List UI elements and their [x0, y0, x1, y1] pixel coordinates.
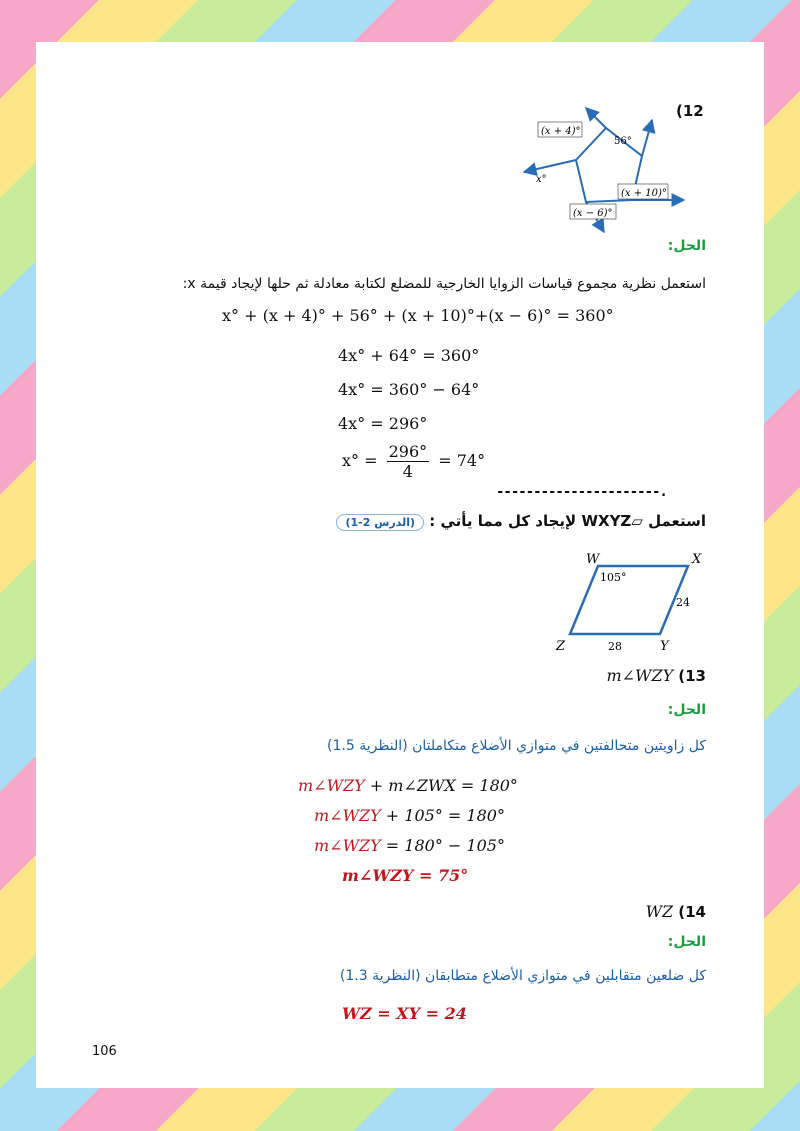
question-14: [646, 902, 706, 921]
angle-label-x-minus-6: (x − 6)°: [573, 208, 613, 219]
q13-line-3-highlight: m∠WZY: [314, 836, 381, 855]
angle-label-x-plus-10: (x + 10)°: [621, 188, 667, 199]
q12-equation: x° + (x + 4)° + 56° + (x + 10)°+(x − 6)° = 360°: [222, 306, 614, 325]
angle-label-56: 56°: [614, 136, 632, 147]
q13-line-1-highlight: m∠WZY: [298, 776, 365, 795]
q13-answer: m∠WZY = 75°: [342, 866, 469, 885]
vertex-y: Y: [660, 639, 669, 654]
pentagon-figure: [514, 100, 694, 240]
q14-solution-label: الحل:: [667, 934, 706, 950]
angle-label-x-plus-4: (x + 4)°: [541, 126, 581, 137]
fraction: [387, 442, 430, 481]
q12-step-4-lhs: x° =: [342, 451, 378, 470]
q13-reason: كل زاويتين متحالفتين في متوازي الأضلاع متكاملتان (النظرية 1.5): [327, 738, 706, 754]
q13-line-1-rest: + m∠ZWX = 180°: [364, 776, 518, 795]
vertex-z: Z: [556, 639, 566, 654]
fraction-denominator: 4: [402, 462, 413, 481]
worksheet-page: [36, 42, 764, 1088]
q14-number: (14: [678, 903, 706, 921]
lesson-badge: (الدرس 2-1): [336, 514, 424, 531]
page-number: 106: [92, 1044, 117, 1059]
section-divider: ----------------------.: [496, 484, 667, 500]
angle-label-105: 105°: [600, 571, 627, 584]
q13-question: m∠WZY: [606, 666, 674, 685]
q12-step-4-rhs: = 74°: [438, 451, 486, 470]
q12-instruction: استعمل نظرية مجموع قياسات الزوايا الخارجية للمضلع لكتابة معادلة ثم حلها لإيجاد قيمة x:: [182, 276, 706, 292]
q13-line-3-rest: = 180° − 105°: [380, 836, 505, 855]
question-13: [606, 666, 706, 685]
q13-line-2: [314, 806, 505, 825]
section-intro: [286, 512, 706, 531]
parallelogram-figure: [550, 548, 710, 654]
q14-answer: WZ = XY = 24: [342, 1004, 467, 1023]
q14-question: WZ: [645, 902, 674, 921]
q12-solution-label: الحل:: [667, 238, 706, 254]
fraction-numerator: 296°: [388, 442, 428, 461]
q14-reason: كل ضلعين متقابلين في متوازي الأضلاع متطابقان (النظرية 1.3): [339, 968, 706, 984]
q12-step-3: 4x° = 296°: [338, 414, 428, 433]
q13-number: (13: [678, 667, 706, 685]
q13-solution-label: الحل:: [667, 702, 706, 718]
question-12-number: (12: [676, 102, 704, 120]
vertex-x: X: [692, 552, 702, 567]
q13-line-1: [298, 776, 518, 795]
q12-step-4: [342, 442, 485, 481]
side-label-xy: 24: [676, 596, 690, 609]
q13-line-3: [314, 836, 505, 855]
vertex-w: W: [586, 552, 600, 567]
q12-step-1: 4x° + 64° = 360°: [338, 346, 480, 365]
section-intro-text: استعمل ▱WXYZ لإيجاد كل مما يأتي :: [429, 512, 706, 530]
q13-line-2-rest: + 105° = 180°: [380, 806, 505, 825]
q12-step-2: 4x° = 360° − 64°: [338, 380, 480, 399]
q13-line-2-highlight: m∠WZY: [314, 806, 381, 825]
angle-label-x: x°: [536, 174, 547, 185]
side-label-zy: 28: [608, 640, 622, 653]
